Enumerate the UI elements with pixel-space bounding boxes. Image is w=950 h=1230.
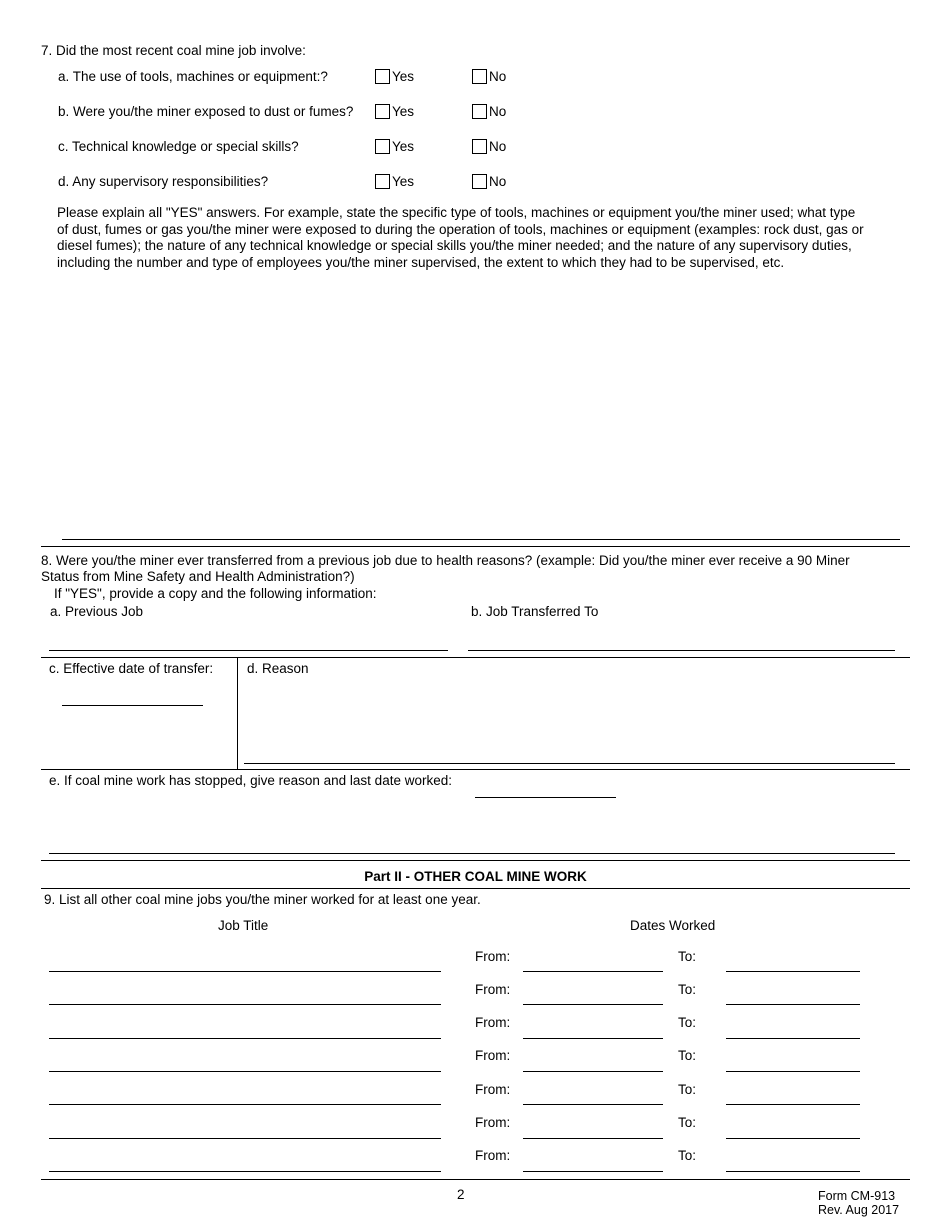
reason-label: d. Reason	[247, 661, 309, 676]
form-revision: Rev. Aug 2017	[818, 1203, 900, 1217]
yes-checkbox[interactable]	[375, 104, 390, 119]
q7-item-label: a. The use of tools, machines or equipment:?	[58, 69, 328, 84]
explain-line: of dust, fumes or gas you/the miner were exposed to during the operation of tools, machines or equipment (examples: rock dust, gas or	[57, 221, 864, 237]
yes-checkbox[interactable]	[375, 139, 390, 154]
to-date-input[interactable]	[726, 1053, 860, 1072]
yes-checkbox[interactable]	[375, 69, 390, 84]
to-label: To:	[678, 1148, 697, 1163]
to-label: To:	[678, 1048, 697, 1063]
section-divider	[41, 769, 910, 770]
to-label: To:	[678, 949, 697, 964]
from-label: From:	[475, 949, 511, 964]
reason-answer-line	[244, 763, 895, 764]
no-checkbox[interactable]	[472, 104, 487, 119]
no-label: No	[489, 104, 507, 119]
form-number: Form CM-913	[818, 1189, 896, 1203]
yes-label: Yes	[392, 104, 415, 119]
yes-checkbox[interactable]	[375, 174, 390, 189]
work-stopped-label: e. If coal mine work has stopped, give reason and last date worked:	[49, 773, 452, 788]
yes-label: Yes	[392, 69, 415, 84]
from-label: From:	[475, 1148, 511, 1163]
no-checkbox[interactable]	[472, 139, 487, 154]
from-date-input[interactable]	[523, 1120, 663, 1139]
q7-item-label: d. Any supervisory responsibilities?	[58, 174, 269, 189]
stopped-reason-input[interactable]	[49, 835, 895, 854]
section-divider	[41, 888, 910, 889]
to-date-input[interactable]	[726, 986, 860, 1005]
no-label: No	[489, 174, 507, 189]
q7-title: 7. Did the most recent coal mine job involve:	[41, 43, 306, 58]
from-date-input[interactable]	[523, 1153, 663, 1172]
q7-item-label: b. Were you/the miner exposed to dust or fumes?	[58, 104, 354, 119]
from-label: From:	[475, 1015, 511, 1030]
from-date-input[interactable]	[523, 1053, 663, 1072]
previous-job-label: a. Previous Job	[50, 604, 144, 619]
footer-divider	[41, 1179, 910, 1180]
job-title-input[interactable]	[49, 953, 441, 972]
job-title-input[interactable]	[49, 1086, 441, 1105]
q8-question-line: 8. Were you/the miner ever transferred from a previous job due to health reasons? (example: Did you/the miner ever receive a 90 Miner	[41, 553, 850, 568]
from-label: From:	[475, 1082, 511, 1097]
to-label: To:	[678, 982, 697, 997]
previous-job-input[interactable]	[49, 632, 448, 651]
from-label: From:	[475, 1115, 511, 1130]
to-label: To:	[678, 1015, 697, 1030]
to-date-input[interactable]	[726, 1020, 860, 1039]
job-title-input[interactable]	[49, 1153, 441, 1172]
section-divider	[41, 546, 910, 547]
from-label: From:	[475, 982, 511, 997]
from-date-input[interactable]	[523, 1020, 663, 1039]
from-date-input[interactable]	[523, 1086, 663, 1105]
section-divider	[41, 860, 910, 861]
from-date-input[interactable]	[523, 986, 663, 1005]
job-title-input[interactable]	[49, 1120, 441, 1139]
transferred-to-input[interactable]	[468, 632, 895, 651]
q8-note: If "YES", provide a copy and the following information:	[54, 586, 377, 601]
no-checkbox[interactable]	[472, 174, 487, 189]
yes-label: Yes	[392, 139, 415, 154]
job-title-input[interactable]	[49, 1053, 441, 1072]
to-label: To:	[678, 1082, 697, 1097]
part2-heading: Part II - OTHER COAL MINE WORK	[364, 869, 587, 884]
to-date-input[interactable]	[726, 1086, 860, 1105]
q7-explain-textarea[interactable]	[62, 278, 900, 536]
section-divider	[41, 657, 910, 658]
effective-date-input[interactable]	[62, 687, 203, 706]
q9-question: 9. List all other coal mine jobs you/the miner worked for at least one year.	[44, 892, 481, 907]
to-date-input[interactable]	[726, 1120, 860, 1139]
q7-answer-line	[62, 539, 900, 540]
effective-date-label: c. Effective date of transfer:	[49, 661, 214, 676]
page-number: 2	[457, 1187, 465, 1202]
job-title-input[interactable]	[49, 986, 441, 1005]
no-label: No	[489, 139, 507, 154]
yes-label: Yes	[392, 174, 415, 189]
job-title-input[interactable]	[49, 1020, 441, 1039]
no-label: No	[489, 69, 507, 84]
last-date-worked-input[interactable]	[475, 779, 616, 798]
to-date-input[interactable]	[726, 1153, 860, 1172]
reason-textarea[interactable]	[247, 680, 895, 760]
job-title-header: Job Title	[218, 918, 269, 933]
transferred-to-label: b. Job Transferred To	[471, 604, 599, 619]
to-date-input[interactable]	[726, 953, 860, 972]
from-label: From:	[475, 1048, 511, 1063]
no-checkbox[interactable]	[472, 69, 487, 84]
q7-item-label: c. Technical knowledge or special skills?	[58, 139, 299, 154]
explain-line: including the number and type of employees you/the miner supervised, the extent to which they had to be supervised, etc.	[57, 254, 785, 270]
to-label: To:	[678, 1115, 697, 1130]
explain-line: diesel fumes); the nature of any technical knowledge or special skills you/the miner needed; and the nature of any supervisory duties,	[57, 238, 852, 253]
column-divider	[237, 657, 238, 769]
q8-question-line: Status from Mine Safety and Health Administration?)	[41, 569, 355, 584]
dates-worked-header: Dates Worked	[630, 918, 716, 933]
from-date-input[interactable]	[523, 953, 663, 972]
explain-line: Please explain all "YES" answers. For example, state the specific type of tools, machines or equipment you/the miner used; what type	[57, 205, 856, 220]
